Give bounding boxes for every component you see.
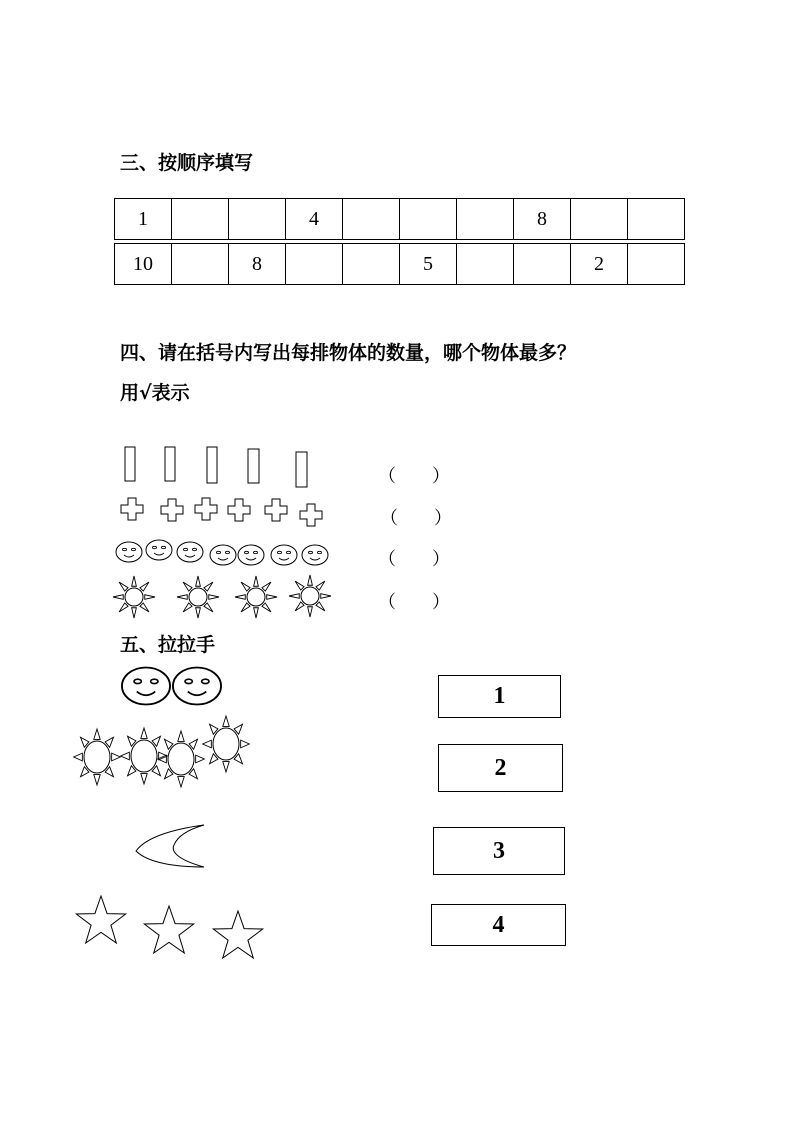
sun-icon bbox=[235, 576, 277, 618]
number-box-2[interactable]: 2 bbox=[438, 744, 563, 792]
rectangle-icon bbox=[248, 449, 259, 483]
smiley-face-icon bbox=[122, 668, 170, 705]
number-box-3[interactable]: 3 bbox=[433, 827, 565, 875]
sun-icon bbox=[74, 729, 121, 785]
cross-icon bbox=[161, 499, 183, 521]
section-4-title: 四、请在括号内写出每排物体的数量，哪个物体最多？ bbox=[120, 342, 577, 364]
cross-icon bbox=[228, 499, 250, 521]
smiley-face-icon bbox=[210, 545, 236, 565]
section-4-subtitle: 用√表示 bbox=[120, 382, 190, 404]
number-box-4[interactable]: 4 bbox=[431, 904, 566, 946]
cross-icon bbox=[195, 498, 217, 520]
smiley-face-icon bbox=[271, 545, 297, 565]
section-5-title: 五、拉拉手 bbox=[120, 634, 216, 656]
answer-parentheses[interactable]: （ ） bbox=[378, 549, 450, 570]
rectangle-icon bbox=[125, 447, 135, 481]
smiley-face-icon bbox=[173, 668, 221, 705]
sequence-cell[interactable]: 2 bbox=[571, 244, 628, 285]
smiley-face-icon bbox=[238, 545, 264, 565]
star-icon bbox=[76, 896, 125, 943]
smiley-face-icon bbox=[116, 542, 142, 562]
sequence-cell[interactable]: 5 bbox=[400, 244, 457, 285]
sequence-cell[interactable]: 8 bbox=[514, 199, 571, 240]
sun-icon bbox=[289, 575, 331, 617]
rectangle-icon bbox=[207, 447, 217, 483]
sequence-cell[interactable]: 1 bbox=[115, 199, 172, 240]
smiley-face-icon bbox=[177, 542, 203, 562]
star-icon bbox=[144, 906, 193, 953]
section-3-title: 三、按顺序填写 bbox=[120, 152, 254, 174]
cross-icon bbox=[300, 504, 322, 526]
sequence-cell[interactable]: 10 bbox=[115, 244, 172, 285]
sequence-cell[interactable]: 8 bbox=[229, 244, 286, 285]
sun-icon bbox=[177, 576, 219, 618]
star-icon bbox=[213, 911, 262, 958]
rectangle-icon bbox=[296, 452, 307, 487]
sun-icon bbox=[113, 576, 155, 618]
answer-parentheses[interactable]: （ ） bbox=[378, 466, 450, 487]
answer-parentheses[interactable]: （ ） bbox=[378, 592, 450, 613]
cross-icon bbox=[265, 499, 287, 521]
sun-icon bbox=[203, 716, 250, 772]
sun-icon bbox=[121, 728, 168, 784]
moon-icon bbox=[136, 825, 204, 867]
number-box-1[interactable]: 1 bbox=[438, 675, 561, 718]
answer-parentheses[interactable]: （ ） bbox=[380, 508, 452, 529]
sequence-cell[interactable]: 4 bbox=[286, 199, 343, 240]
rectangle-icon bbox=[165, 447, 175, 481]
smiley-face-icon bbox=[302, 545, 328, 565]
cross-icon bbox=[121, 498, 143, 520]
smiley-face-icon bbox=[146, 540, 172, 560]
sun-icon bbox=[158, 731, 205, 787]
